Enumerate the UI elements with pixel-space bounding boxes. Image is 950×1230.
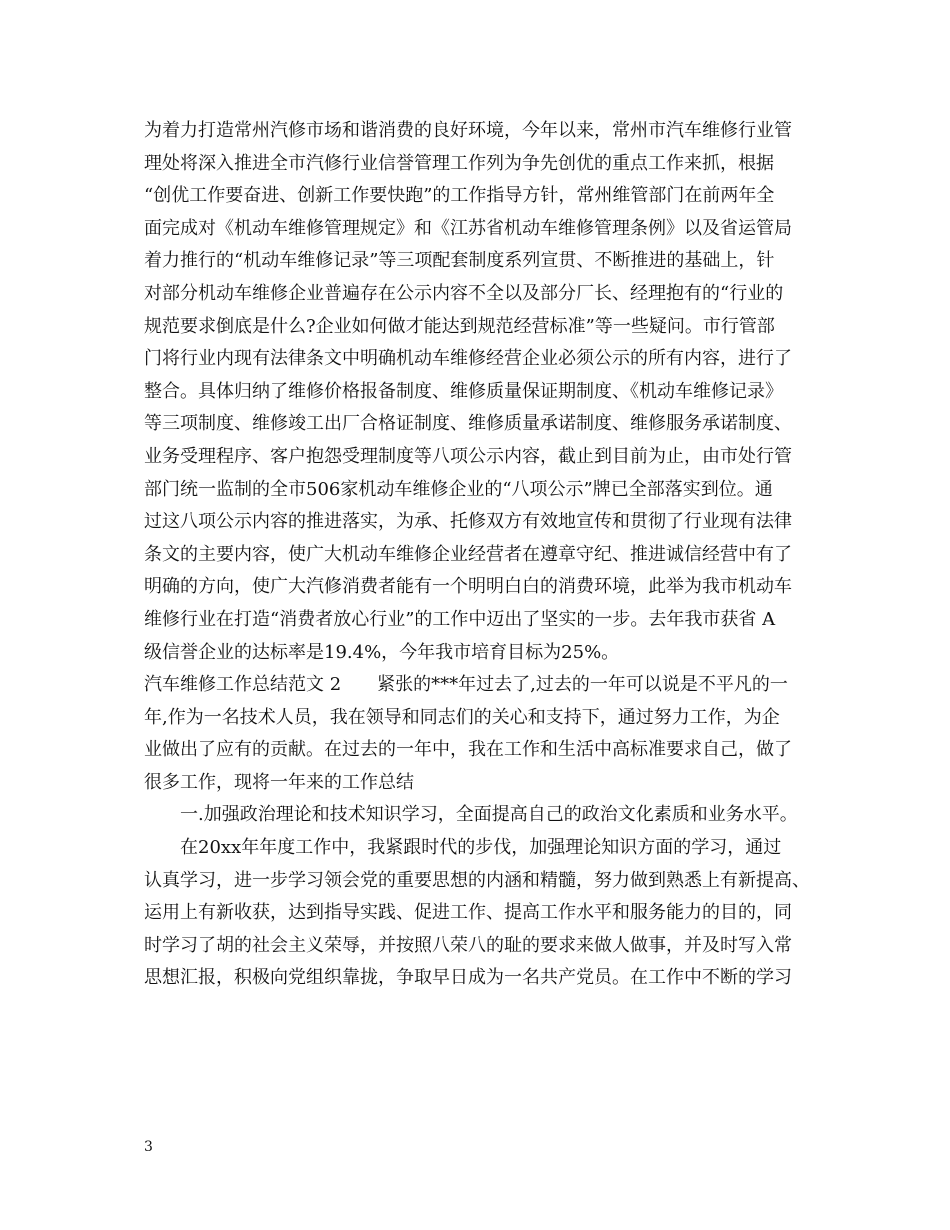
text-line: 对部分机动车维修企业普遍存在公示内容不全以及部分厂长、经理抱有的“行业的 bbox=[144, 282, 784, 304]
text-line: 很多工作，现将一年来的工作总结 bbox=[144, 771, 414, 793]
text-line: 部门统一监制的全市506家机动车维修企业的“八项公示”牌已全部落实到位。通 bbox=[144, 478, 773, 500]
page-number: 3 bbox=[144, 1139, 153, 1155]
text-line: 明确的方向，使广大汽修消费者能有一个明明白白的消费环境，此举为我市机动车 bbox=[144, 576, 792, 598]
text-line: 级信誉企业的达标率是19.4%，今年我市培育目标为25%。 bbox=[144, 641, 620, 663]
text-line: 运用上有新收获，达到指导实践、促进工作、提高工作水平和服务能力的目的，同 bbox=[144, 902, 792, 924]
text-line: 认真学习，进一步学习领会党的重要思想的内涵和精髓，努力做到熟悉上有新提高、 bbox=[144, 869, 810, 891]
text-line: 面完成对《机动车维修管理规定》和《江苏省机动车维修管理条例》以及省运管局 bbox=[144, 217, 792, 239]
text-line: 过这八项公示内容的推进落实，为承、托修双方有效地宣传和贯彻了行业现有法律 bbox=[144, 511, 792, 533]
text-line: 条文的主要内容，使广大机动车维修企业经营者在遵章守纪、推进诚信经营中有了 bbox=[144, 543, 792, 565]
text-line: 时学习了胡的社会主义荣辱，并按照八荣八的耻的要求来做人做事，并及时写入常 bbox=[144, 934, 792, 956]
text-line: 维修行业在打造“消费者放心行业”的工作中迈出了坚实的一步。去年我市获省 A bbox=[144, 608, 776, 630]
text-line: 整合。具体归纳了维修价格报备制度、维修质量保证期制度、《机动车维修记录》 bbox=[144, 380, 783, 402]
text-line: 等三项制度、维修竣工出厂合格证制度、维修质量承诺制度、维修服务承诺制度、 bbox=[144, 413, 792, 435]
body-text bbox=[144, 115, 812, 995]
subheading-line: 一.加强政治理论和技术知识学习，全面提高自己的政治文化素质和业务水平。 bbox=[180, 804, 798, 826]
text-line: 着力推行的“机动车维修记录”等三项配套制度系列宣贯、不断推进的基础上，针 bbox=[144, 250, 775, 272]
text-line: 规范要求倒底是什么?企业如何做才能达到规范经营标准”等一些疑问。市行管部 bbox=[144, 315, 775, 337]
text-line: 为着力打造常州汽修市场和谐消费的良好环境，今年以来，常州市汽车维修行业管 bbox=[144, 120, 792, 141]
text-line: 业务受理程序、客户抱怨受理制度等八项公示内容，截止到目前为止，由市处行管 bbox=[144, 445, 792, 467]
text-line: 理处将深入推进全市汽修行业信誉管理工作列为争先创优的重点工作来抓，根据 bbox=[144, 152, 774, 174]
text-line: 业做出了应有的贡献。在过去的一年中，我在工作和生活中高标准要求自己，做了 bbox=[144, 739, 792, 761]
text-line: 在20xx年年度工作中，我紧跟时代的步伐，加强理论知识方面的学习，通过 bbox=[180, 837, 782, 859]
text-line: 思想汇报，积极向党组织靠拢，争取早日成为一名共产党员。在工作中不断的学习 bbox=[144, 967, 792, 989]
section-heading-line: 汽车维修工作总结范文 2 紧张的***年过去了,过去的一年可以说是不平凡的一 bbox=[144, 674, 788, 696]
text-line: “创优工作要奋进、创新工作要快跑”的工作指导方针，常州维管部门在前两年全 bbox=[144, 185, 775, 207]
text-line: 年,作为一名技术人员，我在领导和同志们的关心和支持下，通过努力工作，为企 bbox=[144, 706, 780, 728]
text-line: 门将行业内现有法律条文中明确机动车维修经营企业必须公示的所有内容，进行了 bbox=[144, 348, 792, 370]
